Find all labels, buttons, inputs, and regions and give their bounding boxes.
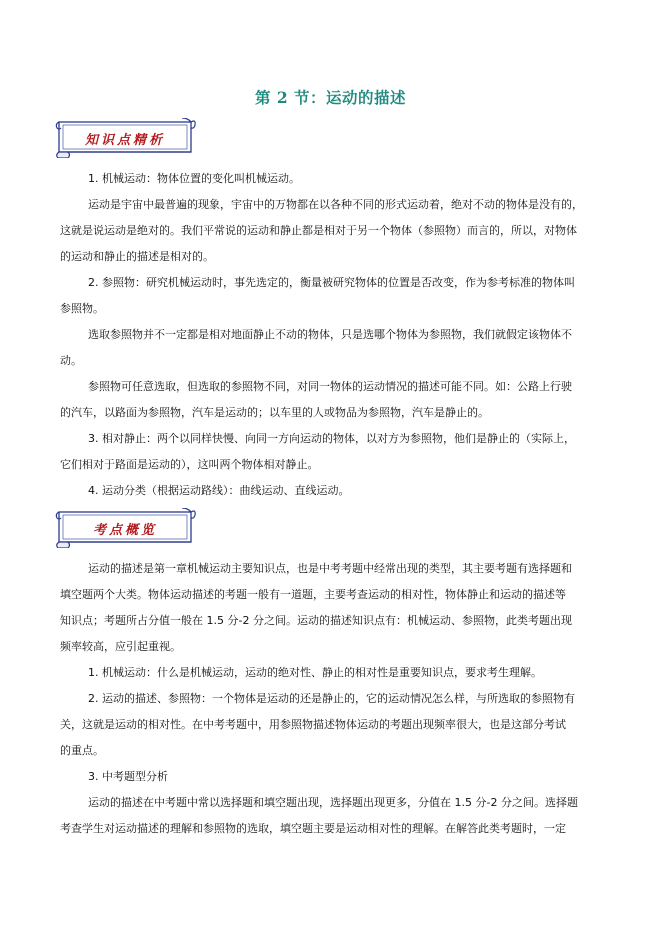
paragraph-line: 的汽车，以路面为参照物，汽车是运动的；以车里的人或物品为参照物，汽车是静止的。 — [60, 406, 489, 419]
paragraph-line: 的重点。 — [60, 744, 104, 757]
paragraph-line: 3. 中考题型分析 — [88, 770, 168, 783]
paragraph-line: 关，这就是运动的相对性。在中考考题中，用参照物描述物体运动的考题出现频率很大，也是这部分考试 — [60, 718, 566, 731]
paragraph-line: 的运动和静止的描述是相对的。 — [60, 250, 214, 263]
section-banner-knowledge — [54, 118, 196, 158]
paragraph-line: 选取参照物并不一定都是相对地面静止不动的物体，只是选哪个物体为参照物，我们就假定该物体不 — [88, 328, 572, 341]
paragraph-line: 参照物可任意选取，但选取的参照物不同，对同一物体的运动情况的描述可能不同。如：公路上行驶 — [88, 380, 572, 393]
paragraph-line: 动。 — [60, 354, 82, 367]
paragraph-line: 2. 参照物：研究机械运动时，事先选定的，衡量被研究物体的位置是否改变，作为参考标准的物体叫 — [88, 276, 575, 289]
paragraph-line: 知识点；考题所占分值一般在 1.5 分-2 分之间。运动的描述知识点有：机械运动、参照物，此类考题出现 — [60, 614, 572, 627]
paragraph-line: 它们相对于路面是运动的），这叫两个物体相对静止。 — [60, 458, 319, 471]
paragraph-line: 3. 相对静止：两个以同样快慢、向同一方向运动的物体，以对方为参照物，他们是静止的（实际上， — [88, 432, 575, 445]
paragraph-line: 2. 运动的描述、参照物：一个物体是运动的还是静止的，它的运动情况怎么样，与所选取的参照物有 — [88, 692, 575, 705]
paragraph-line: 频率较高，应引起重视。 — [60, 640, 181, 653]
paragraph-line: 4. 运动分类（根据运动路线）：曲线运动、直线运动。 — [88, 484, 350, 497]
paragraph-line: 填空题两个大类。物体运动描述的考题一般有一道题，主要考查运动的相对性，物体静止和运动的描述等 — [60, 588, 566, 601]
section-heading: 考点概览 — [92, 523, 157, 538]
paragraph-line: 运动是宇宙中最普遍的现象，宇宙中的万物都在以各种不同的形式运动着，绝对不动的物体是没有的， — [88, 198, 583, 211]
paragraph-line: 运动的描述是第一章机械运动主要知识点，也是中考考题中经常出现的类型，其主要考题有选择题和 — [88, 562, 572, 575]
paragraph-line: 考查学生对运动描述的理解和参照物的选取，填空题主要是运动相对性的理解。在解答此类考题时，一定 — [60, 822, 566, 835]
section-heading: 知识点精析 — [84, 133, 165, 148]
paragraph-line: 运动的描述在中考题中常以选择题和填空题出现，选择题出现更多，分值在 1.5 分-2 分之间。选择题 — [88, 796, 578, 809]
paragraph-line: 1. 机械运动：什么是机械运动，运动的绝对性、静止的相对性是重要知识点，要求考生理解。 — [88, 666, 542, 679]
paragraph-line: 1. 机械运动：物体位置的变化叫机械运动。 — [88, 172, 300, 185]
paragraph-line: 参照物。 — [60, 302, 104, 315]
page-title: 第 2 节：运动的描述 — [254, 88, 407, 107]
section-banner-overview — [54, 508, 196, 548]
paragraph-line: 这就是说运动是绝对的。我们平常说的运动和静止都是相对于另一个物体（参照物）而言的，所以，对物体 — [60, 224, 577, 237]
